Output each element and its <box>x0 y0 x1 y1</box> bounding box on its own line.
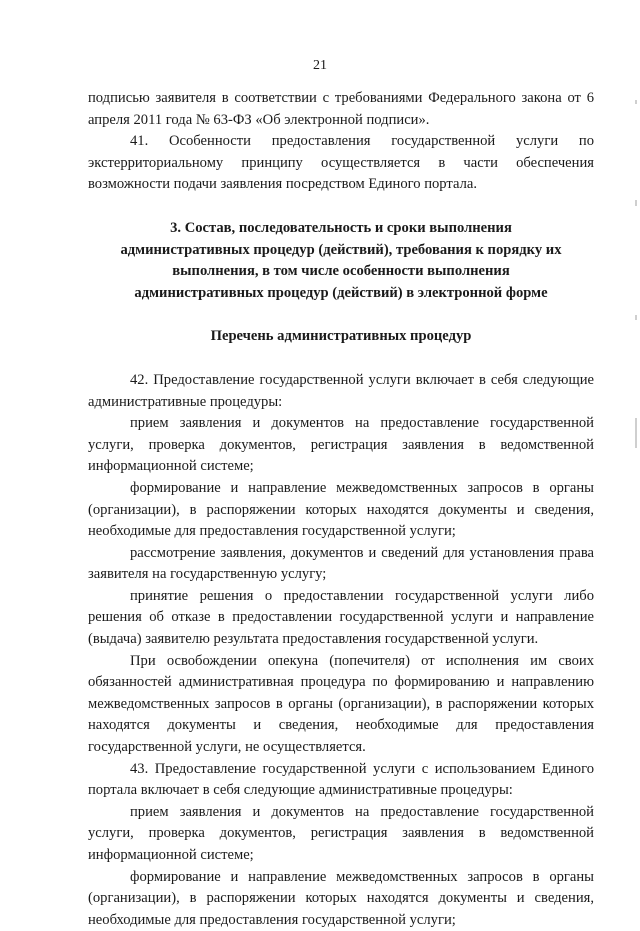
scan-edge-mark <box>635 418 637 448</box>
subheading-procedures-list: Перечень административных процедур <box>210 328 472 345</box>
list-item-reception: прием заявления и документов на предоставление государственной услуги, проверка документов, регистрация заявления в ведомственной информационной системе; <box>88 415 594 475</box>
scan-edge-mark <box>635 315 637 320</box>
scan-edge-mark <box>635 200 637 206</box>
section-heading: 3. Состав, последовательность и сроки выполнения административных процедур (действий), требования к порядку их выполнения, в том числе особенности выполнения административных процедур (действий) в электронной форме <box>120 219 562 301</box>
paragraph-signature-law: подписью заявителя в соответствии с требованиями Федерального закона от 6 апреля 2011 года № 63-ФЗ «Об электронной подписи». <box>88 90 594 128</box>
list-item-portal-reception: прием заявления и документов на предоставление государственной услуги, проверка документов, регистрация заявления в ведомственной информационной системе; <box>88 803 594 863</box>
list-item-interagency-requests: формирование и направление межведомственных запросов в органы (организации), в распоряжении которых находятся документы и сведения, необходимые для предоставления государственной услуги; <box>88 479 594 540</box>
list-item-review: рассмотрение заявления, документов и сведений для установления права заявителя на государственную услугу; <box>88 544 594 583</box>
scan-edge-mark <box>635 100 637 104</box>
paragraph-41: 41. Особенности предоставления государственной услуги по экстерриториальному принципу осуществляется в части обеспечения возможности подачи заявления посредством Единого портала. <box>88 133 594 193</box>
document-body <box>88 88 594 931</box>
list-item-decision: принятие решения о предоставлении государственной услуги либо решения об отказе в предоставлении государственной услуги и направление (выдача) заявителю результата предоставления государственной услуги. <box>88 587 594 648</box>
list-item-portal-interagency-requests: формирование и направление межведомственных запросов в органы (организации), в распоряжении которых находятся документы и сведения, необходимые для предоставления государственной услуги; <box>88 868 594 928</box>
paragraph-42: 42. Предоставление государственной услуги включает в себя следующие административные процедуры: <box>88 371 594 410</box>
paragraph-guardian-exemption: При освобождении опекуна (попечителя) от исполнения им своих обязанностей административная процедура по формированию и направлению межведомственных запросов в органы (организации), в распоряжении которых находятся документы и сведения, необходимые для предоставления государственной услуги, не осуществляется. <box>88 652 594 756</box>
paragraph-43: 43. Предоставление государственной услуги с использованием Единого портала включает в себя следующие административные процедуры: <box>88 760 594 799</box>
page-number: 21 <box>313 58 327 73</box>
